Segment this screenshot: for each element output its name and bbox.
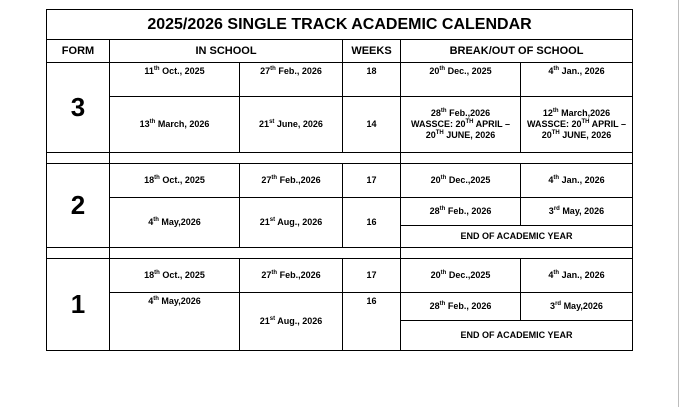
break-end: 3rd May, 2026 [521,198,633,226]
in-school-start: 4th May,2026 [110,198,240,248]
header-in-school: IN SCHOOL [110,40,343,63]
page-edge-line [678,0,679,407]
end-of-year-note: END OF ACADEMIC YEAR [401,226,633,248]
form-label: 3 [47,63,110,153]
break-end: 4th Jan., 2026 [521,259,633,293]
weeks-value: 16 [343,293,401,351]
form-label: 2 [47,164,110,248]
break-end: 4th Jan., 2026 [521,63,633,97]
break-end-wassce: 12th March,2026 WASSCE: 20TH APRIL – 20TH JUNE, 2026 [521,97,633,153]
header-weeks: WEEKS [343,40,401,63]
in-school-end: 21st Aug., 2026 [240,293,343,351]
break-start-wassce: 28th Feb.,2026 WASSCE: 20TH APRIL – 20TH JUNE, 2026 [401,97,521,153]
in-school-start: 4th May,2026 [110,293,240,351]
in-school-end: 27th Feb.,2026 [240,164,343,198]
separator-row [47,248,633,259]
in-school-end: 21st Aug., 2026 [240,198,343,248]
weeks-value: 18 [343,63,401,97]
break-start: 20th Dec.,2025 [401,259,521,293]
end-of-year-note: END OF ACADEMIC YEAR [401,321,633,351]
academic-calendar-table [46,9,633,351]
break-start: 28th Feb., 2026 [401,198,521,226]
weeks-value: 14 [343,97,401,153]
in-school-end: 27th Feb., 2026 [240,63,343,97]
weeks-value: 16 [343,198,401,248]
in-school-start: 18th Oct., 2025 [110,259,240,293]
separator-row [47,153,633,164]
calendar-title: 2025/2026 SINGLE TRACK ACADEMIC CALENDAR [47,10,633,40]
weeks-value: 17 [343,259,401,293]
break-start: 28th Feb., 2026 [401,293,521,321]
break-start: 20th Dec.,2025 [401,164,521,198]
break-end: 4th Jan., 2026 [521,164,633,198]
in-school-start: 11th Oct., 2025 [110,63,240,97]
in-school-end: 21st June, 2026 [240,97,343,153]
in-school-end: 27th Feb.,2026 [240,259,343,293]
form-label: 1 [47,259,110,351]
header-break: BREAK/OUT OF SCHOOL [401,40,633,63]
break-end: 3rd May,2026 [521,293,633,321]
in-school-start: 18th Oct., 2025 [110,164,240,198]
header-form: FORM [47,40,110,63]
break-start: 20th Dec., 2025 [401,63,521,97]
in-school-start: 13th March, 2026 [110,97,240,153]
weeks-value: 17 [343,164,401,198]
